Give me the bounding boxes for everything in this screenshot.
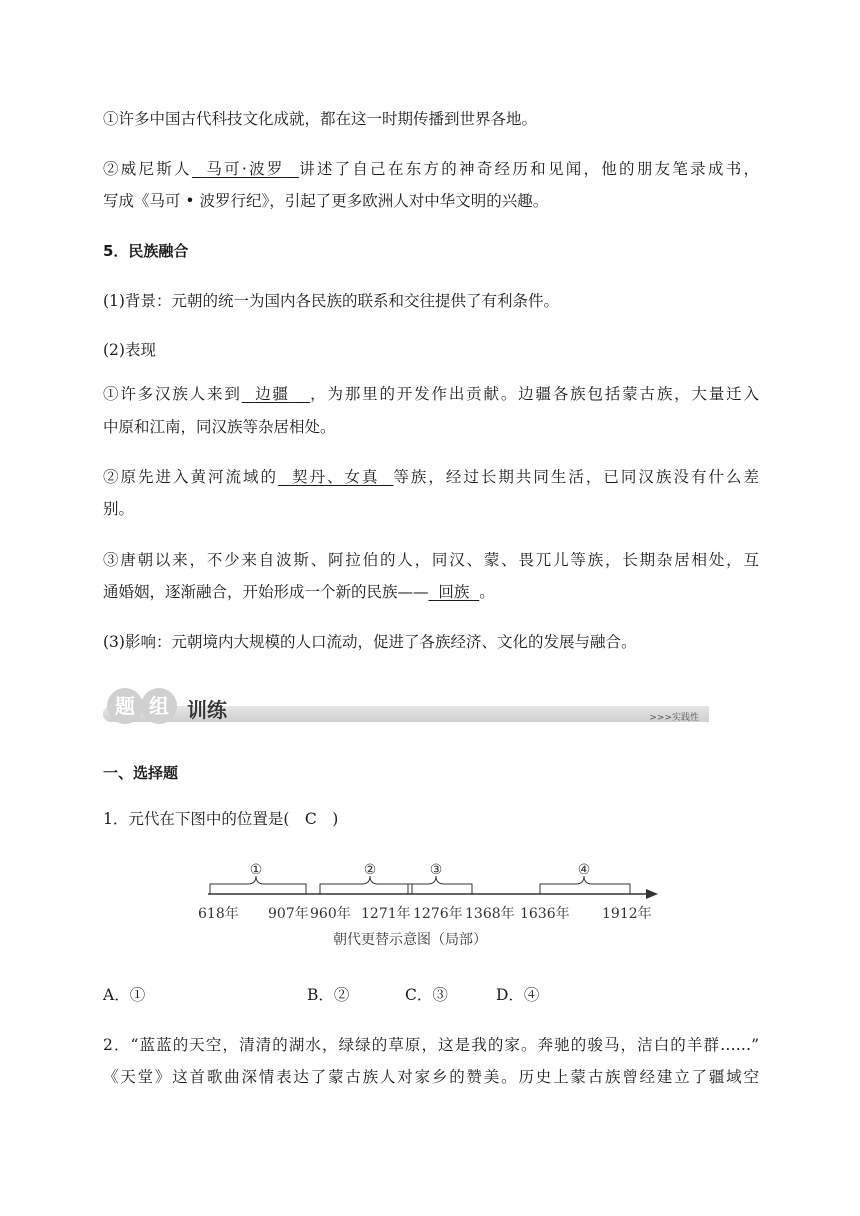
fill-blank-answer xyxy=(278,468,393,486)
timeline-year: 1912年 xyxy=(602,906,652,922)
question-stem: 1．元代在下图中的位置是( C ) xyxy=(103,810,339,828)
text-segment: ，为那里的开发作出贡献。边疆各族包括蒙古族，大量迁入 xyxy=(310,385,759,403)
text-line: (1)背景：元朝的统一为国内各民族的联系和交往提供了有利条件。 xyxy=(103,292,559,310)
bracket-2 xyxy=(320,876,412,894)
banner-title: 训练 xyxy=(187,698,227,722)
timeline-arrow xyxy=(646,889,658,899)
dynasty-timeline xyxy=(198,856,668,952)
text-line xyxy=(103,466,759,488)
fill-blank-answer xyxy=(242,385,310,403)
text-segment: ②威尼斯人 xyxy=(103,160,192,178)
text-line: (3)影响：元朝境内大规模的人口流动，促进了各族经济、文化的发展与融合。 xyxy=(103,633,637,651)
option-c: C．③ xyxy=(405,986,448,1004)
answer-text: 契丹、女真 xyxy=(291,468,380,486)
text-segment: 。 xyxy=(479,583,495,601)
text-line xyxy=(103,383,759,405)
timeline-year: 907年 xyxy=(268,906,309,922)
text-segment: ①许多汉族人来到 xyxy=(103,385,242,403)
answer-text: 边疆 xyxy=(255,385,290,403)
option-a: A．① xyxy=(103,986,146,1004)
text-line: ③唐朝以来，不少来自波斯、阿拉伯的人，同汉、蒙、畏兀儿等族，长期杂居相处，互 xyxy=(103,551,759,569)
text-line: ①许多中国古代科技文化成就，都在这一时期传播到世界各地。 xyxy=(103,110,538,128)
option-b: B．② xyxy=(307,986,350,1004)
section-heading: 一、选择题 xyxy=(103,764,179,782)
fill-blank-answer xyxy=(192,160,299,178)
text-segment: 等族，经过长期共同生活，已同汉族没有什么差 xyxy=(393,468,759,486)
timeline-year: 1368年 xyxy=(465,906,515,922)
bracket-3 xyxy=(408,876,472,894)
text-segment: 讲述了自己在东方的神奇经历和见闻，他的朋友笔录成书， xyxy=(299,160,759,178)
timeline-caption: 朝代更替示意图（局部） xyxy=(333,932,487,948)
fill-blank-answer xyxy=(429,583,480,601)
timeline-mark: ② xyxy=(363,862,377,878)
timeline-year: 1271年 xyxy=(361,906,411,922)
timeline-year: 960年 xyxy=(310,906,351,922)
timeline-year: 1636年 xyxy=(520,906,570,922)
option-d: D．④ xyxy=(496,986,540,1004)
banner-tag: >>>实践性 xyxy=(649,713,699,723)
text-line xyxy=(103,158,759,180)
timeline-year: 1276年 xyxy=(413,906,463,922)
timeline-year: 618年 xyxy=(198,906,239,922)
bracket-1 xyxy=(210,876,306,894)
timeline-mark: ① xyxy=(249,862,263,878)
text-line: 中原和江南，同汉族等杂居相处。 xyxy=(103,418,336,436)
bracket-4 xyxy=(540,876,630,894)
text-line: (2)表现 xyxy=(103,341,156,359)
question-stem: 《天堂》这首歌曲深情表达了蒙古族人对家乡的赞美。历史上蒙古族曾经建立了疆域空 xyxy=(103,1068,759,1086)
text-segment: 通婚姻，逐渐融合，开始形成一个新的民族—— xyxy=(103,583,429,601)
practice-banner xyxy=(103,684,709,728)
section-heading: 5．民族融合 xyxy=(103,242,189,260)
text-line: 别。 xyxy=(103,500,135,518)
text-line xyxy=(103,581,495,603)
question-stem: 2．“蓝蓝的天空，清清的湖水，绿绿的草原，这是我的家。奔驰的骏马，洁白的羊群……” xyxy=(103,1036,759,1054)
timeline-mark: ③ xyxy=(429,862,443,878)
text-line: 写成《马可 • 波罗行纪》，引起了更多欧洲人对中华文明的兴趣。 xyxy=(103,192,549,210)
banner-circle: 题 xyxy=(107,688,143,724)
text-segment: ②原先进入黄河流域的 xyxy=(103,468,279,486)
answer-text: 马可·波罗 xyxy=(206,160,285,178)
timeline-mark: ④ xyxy=(577,862,591,878)
answer-text: 回族 xyxy=(438,583,470,601)
banner-circle: 组 xyxy=(141,688,177,724)
